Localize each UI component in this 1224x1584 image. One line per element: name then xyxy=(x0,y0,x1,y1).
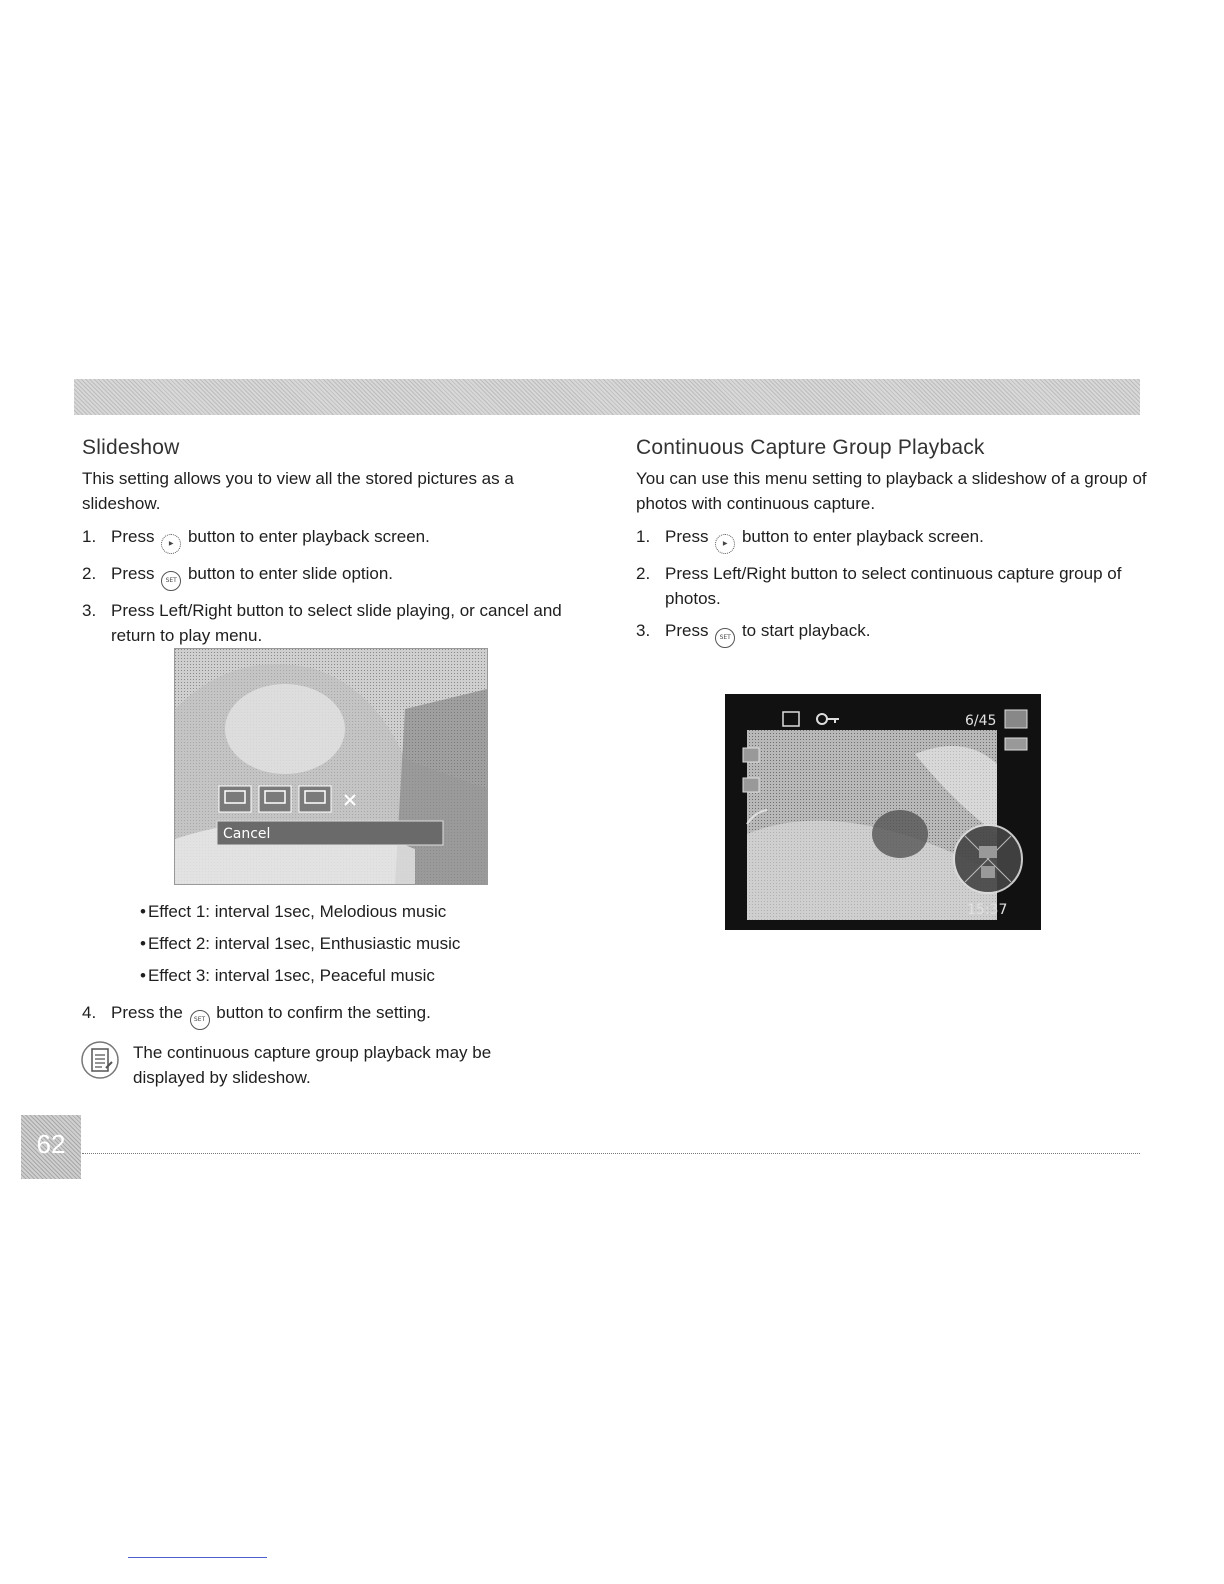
slideshow-screen-image xyxy=(174,648,488,885)
file-icon xyxy=(783,712,799,726)
continuous-capture-section xyxy=(636,436,1156,655)
set-button-icon: SET xyxy=(715,628,735,648)
slideshow-step-3: 3. Press Left/Right button to select slide playing, or cancel and return to play menu. xyxy=(82,601,562,645)
battery-icon xyxy=(1005,738,1027,750)
slideshow-step-2: 2. Press SET button to enter slide option. xyxy=(82,561,582,591)
continuous-playback-screen-image xyxy=(725,694,1041,930)
playback-button-icon: ▶ xyxy=(715,534,735,554)
set-button-icon: SET xyxy=(190,1010,210,1030)
slideshow-section xyxy=(82,436,582,655)
header-bar xyxy=(74,379,1140,415)
mode-icon xyxy=(743,748,759,762)
note-icon xyxy=(80,1040,120,1080)
effect-bullet-3: • Effect 3: interval 1sec, Peaceful music xyxy=(140,960,460,992)
slideshow-step-1: 1. Press ▶ button to enter playback screen. xyxy=(82,524,582,554)
protect-key-icon xyxy=(817,714,839,724)
effect-bullet-2: • Effect 2: interval 1sec, Enthusiastic music xyxy=(140,928,460,960)
continuous-capture-heading: Continuous Capture Group Playback xyxy=(636,436,985,459)
cancel-option: Cancel xyxy=(223,826,271,842)
effect-3-icon xyxy=(299,786,331,812)
sd-card-icon xyxy=(1005,710,1027,728)
continuous-step-3: 3. Press SET to start playback. xyxy=(636,618,1156,648)
footer-rule xyxy=(82,1153,1140,1154)
continuous-capture-intro: You can use this menu setting to playback a slideshow of a group of photos with continuous capture. xyxy=(636,469,1147,513)
slideshow-step-4: 4. Press the SET button to confirm the setting. xyxy=(82,1000,611,1030)
image-counter: 6/45 xyxy=(965,713,997,729)
note-text: The continuous capture group playback may be displayed by slideshow. xyxy=(133,1043,492,1087)
effect-bullet-1: • Effect 1: interval 1sec, Melodious music xyxy=(140,896,460,928)
continuous-step-2: 2. Press Left/Right button to select continuous capture group of photos. xyxy=(636,564,1122,608)
slideshow-heading: Slideshow xyxy=(82,436,180,459)
footer-link-line xyxy=(128,1557,267,1558)
continuous-group-icon xyxy=(743,778,759,792)
time-display: 15:37 xyxy=(967,902,1008,918)
continuous-step-1: 1. Press ▶ button to enter playback screen. xyxy=(636,524,1156,554)
playback-button-icon: ▶ xyxy=(161,534,181,554)
effect-1-icon xyxy=(219,786,251,812)
slideshow-intro: This setting allows you to view all the stored pictures as a slideshow. xyxy=(82,469,514,513)
set-button-icon: SET xyxy=(161,571,181,591)
effects-list xyxy=(140,896,460,992)
navigation-dial-icon xyxy=(954,825,1022,893)
page-number: 62 xyxy=(21,1115,81,1179)
effect-2-icon xyxy=(259,786,291,812)
